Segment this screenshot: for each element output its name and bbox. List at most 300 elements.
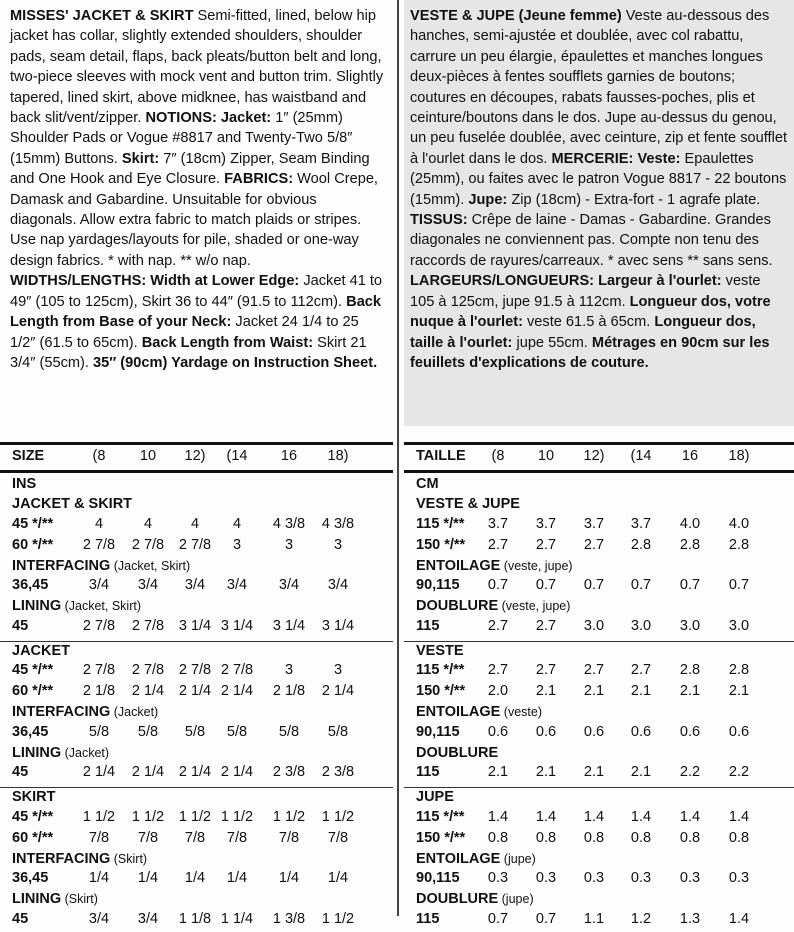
yardage-row (0, 662, 393, 683)
yardage-row (404, 516, 794, 537)
section-label (416, 598, 570, 614)
yardage-cell: 0.8 (535, 829, 557, 846)
label-text: JACKET (12, 642, 71, 659)
yardage-cell: 0.3 (679, 870, 701, 886)
yardage-cell: 2.7 (487, 662, 509, 678)
yardage-cell: 2 1/4 (321, 683, 355, 699)
size-header-cell: (14 (630, 448, 652, 464)
fabric-width-label (416, 724, 460, 740)
yardage-cell: 3/4 (137, 577, 159, 593)
yardage-cell: 7/8 (88, 829, 110, 846)
fabric-width-label (12, 809, 53, 825)
fabric-width-label (416, 870, 460, 886)
yardage-row (404, 618, 794, 639)
label-text: DOUBLURE (416, 598, 499, 614)
description-bold-run: VESTE & JUPE (Jeune femme) (410, 8, 622, 24)
yardage-cell: 2.7 (583, 662, 605, 678)
description-bold-run: MERCERIE: Veste: (551, 150, 681, 167)
label-text: INTERFACING (12, 850, 111, 867)
fabric-width-label (12, 537, 53, 553)
yardage-cell: 3/4 (137, 910, 159, 927)
description-text-run: Jacket 41 to 49″ (105 to 125cm), Skirt 36 to 44″ (91.5 to 112cm). (10, 273, 383, 310)
yardage-cell: 2.7 (487, 536, 509, 553)
label-text: 45 */** (12, 515, 54, 532)
unit-label-row (404, 476, 794, 497)
yardage-row (0, 830, 393, 851)
label-text: JACKET & SKIRT (12, 496, 133, 512)
description-bold-run: 35″ (90cm) Yardage on Instruction Sheet. (93, 354, 378, 371)
yardage-cell: 4 (232, 515, 242, 532)
yardage-cell: 2 1/4 (82, 764, 116, 780)
yardage-row (0, 618, 393, 639)
label-text: 45 */** (12, 808, 54, 825)
yardage-cell: 3 1/4 (272, 617, 306, 634)
yardage-cell: 3.0 (583, 617, 605, 634)
label-text: 45 (12, 617, 29, 634)
yardage-cell: 1 1/2 (321, 910, 355, 927)
fabric-width-label (12, 516, 53, 532)
fabric-section-row (0, 643, 393, 664)
yardage-cell: 2.7 (535, 617, 557, 634)
fabric-width-label (416, 830, 465, 846)
yardage-cell: 3 (284, 662, 294, 678)
fabric-section-row (0, 789, 393, 810)
yardage-cell: 1.4 (487, 808, 509, 825)
yardage-cell: 2.1 (535, 764, 557, 780)
yardage-cell: 0.7 (487, 910, 509, 927)
yardage-cell: 5/8 (88, 723, 110, 740)
yardage-cell: 0.8 (679, 829, 701, 846)
yardage-cell: 1 1/8 (178, 910, 212, 927)
label-note: (Skirt) (61, 892, 98, 906)
yardage-cell: 2.1 (728, 683, 750, 699)
yardage-cell: 2.8 (728, 536, 750, 553)
yardage-cell: 5/8 (278, 723, 300, 740)
description-text-run: Semi-fitted, lined, below hip jacket has collar, slightly extended shoulders, shoulder pads, seam detail, flaps, back pleats/button belt and long, two-piece sleeves with mock vent and button trim. Slightly tapered, lined skirt, above midknee, has waistband and back slit/vent/zipper. (10, 8, 384, 127)
yardage-row (0, 683, 393, 704)
yardage-cell: 2.1 (583, 683, 605, 699)
yardage-cell: 2.2 (679, 764, 701, 780)
fabric-section-row (404, 851, 794, 872)
fabric-section-row (0, 891, 393, 912)
fabric-section-row (0, 496, 393, 517)
section-label (12, 598, 141, 614)
label-note: (Skirt) (110, 851, 148, 866)
label-note: (Jacket, Skirt) (110, 558, 191, 573)
label-note: (jupe) (500, 851, 536, 866)
yardage-cell: 4 (190, 515, 200, 532)
yardage-cell: 3/4 (184, 577, 206, 593)
fabric-section-row (404, 891, 794, 912)
yardage-cell: 0.3 (728, 870, 750, 886)
label-text: 115 */** (416, 515, 465, 532)
yardage-cell: 2 1/4 (220, 764, 254, 780)
description-text-run: Zip (18cm) - Extra-fort - 1 agrafe plate. (507, 191, 761, 208)
yardage-cell: 0.3 (535, 870, 557, 886)
description-text-run: jupe 55cm. (512, 334, 592, 351)
yardage-cell: 0.8 (487, 829, 509, 846)
label-note: (Jacket, Skirt) (61, 599, 142, 613)
yardage-cell: 2.7 (535, 536, 557, 553)
unit-label: INS (12, 476, 37, 492)
yardage-cell: 1/4 (327, 870, 349, 886)
yardage-cell: 0.6 (583, 723, 605, 740)
fabric-section-row (0, 704, 393, 725)
description-bold-run: LARGEURS/LONGUEURS: Largeur à l'ourlet: (410, 273, 722, 290)
yardage-cell: 5/8 (226, 723, 248, 740)
yardage-cell: 0.3 (487, 870, 509, 886)
yardage-cell: 2.1 (583, 764, 605, 780)
label-text: 150 */** (416, 536, 466, 553)
table-header-row (404, 448, 794, 468)
label-text: 45 */** (12, 662, 54, 678)
yardage-cell: 0.7 (487, 577, 509, 593)
yardage-cell: 7/8 (327, 829, 349, 846)
fabric-section-row (404, 745, 794, 766)
yardage-cell: 0.8 (583, 829, 605, 846)
unit-label: CM (416, 476, 439, 492)
table-header-label: TAILLE (416, 448, 466, 464)
yardage-row (0, 516, 393, 537)
yardage-cell: 3 1/4 (220, 617, 254, 634)
section-label (416, 496, 520, 512)
yardage-cell: 0.6 (487, 723, 509, 740)
section-label (12, 891, 98, 907)
section-label (416, 851, 536, 867)
yardage-cell: 3 1/4 (178, 617, 212, 634)
fabric-width-label (416, 809, 464, 825)
yardage-cell: 4.0 (679, 515, 701, 532)
yardage-row (0, 870, 393, 891)
fabric-width-label (12, 683, 53, 699)
description-text-run: Wool Crepe, Damask and Gabardine. Unsuitable for obvious diagonals. Allow extra fabric to match plaids or stripes. Use nap yardages/layouts for pile, shaded or one-way design fabrics. * with nap. ** w/o nap. (10, 171, 378, 269)
yardage-cell: 2.7 (487, 617, 509, 634)
section-label (12, 643, 70, 659)
description-bold-run: TISSUS: (410, 212, 468, 229)
yardage-cell: 1/4 (226, 870, 248, 886)
yardage-row (0, 809, 393, 830)
label-text: DOUBLURE (416, 891, 499, 907)
yardage-cell: 1 1/2 (272, 808, 306, 825)
yardage-cell: 1.4 (728, 808, 750, 825)
yardage-cell: 2 7/8 (82, 617, 116, 634)
fabric-section-row (0, 558, 393, 579)
yardage-cell: 2.8 (728, 662, 750, 678)
yardage-cell: 2 1/4 (178, 683, 212, 699)
size-header-cell: 12) (184, 448, 206, 464)
yardage-cell: 2 1/8 (82, 683, 116, 699)
fabric-width-label (12, 870, 48, 886)
section-separator (0, 641, 393, 642)
yardage-cell: 1.4 (535, 808, 557, 825)
description-bold-run: Skirt: (121, 150, 160, 167)
yardage-cell: 3.7 (487, 515, 509, 532)
label-text: LINING (12, 598, 62, 614)
yardage-row (404, 537, 794, 558)
fabric-section-row (404, 558, 794, 579)
yardage-cell: 2.1 (630, 764, 652, 780)
description-text-run: 1″ (25mm) Shoulder Pads or Vogue #8817 and Twenty-Two 5/8″ (15mm) Buttons. (10, 110, 353, 167)
yardage-cell: 0.6 (679, 723, 701, 740)
label-text: INTERFACING (12, 704, 111, 720)
yardage-cell: 0.7 (728, 577, 750, 593)
french-description (404, 0, 794, 426)
label-note: (Jacket) (110, 705, 159, 719)
label-text: 36,45 (12, 577, 49, 593)
section-label (416, 891, 534, 907)
yardage-row (404, 809, 794, 830)
label-text: 36,45 (12, 870, 49, 886)
description-text-run: 7″ (18cm) Zipper, Seam Binding and One Hook and Eye Closure. (10, 150, 370, 188)
label-text: ENTOILAGE (416, 704, 501, 720)
yardage-cell: 2.1 (487, 764, 509, 780)
fabric-section-row (404, 704, 794, 725)
section-label (12, 851, 147, 867)
yardage-cell: 2 7/8 (82, 662, 116, 678)
description-bold-run: MISSES' JACKET & SKIRT (10, 8, 194, 24)
description-text-run: Veste au-dessous des hanches, semi-ajustée et doublée, avec col rabattu, carrure un peu élargie, épaulettes et manches longues deux-pièces à fentes soufflets garnies de boutons; coutures en découpes, rabats fausses-poches, plis et ceinture/boutons dans le dos. Jupe au-dessus du genou, un peu fuselée doublée, avec ceinture, zip et fente soufflet à l'ourlet dans le dos. (410, 8, 788, 167)
label-text: 90,115 (416, 723, 460, 740)
yardage-cell: 1.4 (728, 910, 750, 927)
fabric-width-label (12, 618, 28, 634)
yardage-cell: 4.0 (728, 515, 750, 532)
yardage-cell: 1.1 (583, 910, 605, 927)
yardage-cell: 2.1 (679, 683, 701, 699)
label-text: 90,115 (416, 870, 460, 886)
table-header-row (0, 448, 393, 468)
yardage-cell: 4 (94, 515, 104, 532)
yardage-cell: 1 1/2 (178, 808, 212, 825)
fabric-width-label (12, 662, 53, 678)
yardage-cell: 3.7 (583, 515, 605, 532)
fabric-section-row (0, 598, 393, 619)
label-text: VESTE (416, 642, 464, 659)
label-text: VESTE & JUPE (416, 496, 520, 512)
size-header-cell: 10 (537, 448, 555, 464)
size-header-cell: 16 (280, 448, 298, 464)
label-text: 150 */** (416, 683, 466, 699)
yardage-row (404, 764, 794, 785)
yardage-cell: 1/4 (184, 870, 206, 886)
description-bold-run: Longueur dos, votre nuque à l'ourlet: (410, 293, 771, 331)
fabric-section-row (404, 496, 794, 517)
yardage-cell: 1.3 (679, 910, 701, 927)
table-header-label: SIZE (12, 448, 45, 464)
yardage-cell: 7/8 (278, 829, 300, 846)
yardage-cell: 0.7 (535, 577, 557, 593)
yardage-row (404, 830, 794, 851)
yardage-cell: 3 (232, 536, 242, 553)
yardage-cell: 2 3/8 (321, 764, 355, 780)
yardage-cell: 2 1/8 (272, 683, 306, 699)
yardage-cell: 1 3/8 (272, 910, 306, 927)
description-text-run: Jacket 24 1/4 to 25 1/2″ (61.5 to 65cm). (10, 314, 359, 351)
section-label (12, 789, 56, 805)
label-text: INTERFACING (12, 557, 111, 574)
yardage-row (0, 764, 393, 785)
size-header-cell: 18) (327, 448, 349, 464)
label-text: 45 (12, 764, 29, 780)
yardage-cell: 3/4 (327, 577, 349, 593)
fabric-section-row (404, 643, 794, 664)
table-header-rule (404, 470, 794, 473)
label-text: 45 (12, 910, 29, 927)
description-bold-run: Back Length from Base of your Neck: (10, 293, 382, 331)
yardage-cell: 2.1 (535, 683, 557, 699)
yardage-cell: 1/4 (278, 870, 300, 886)
description-text-run: veste 61.5 à 65cm. (522, 314, 655, 331)
size-header-cell: (8 (491, 448, 505, 464)
label-note: (Jacket) (61, 745, 110, 760)
yardage-cell: 1 1/2 (321, 808, 355, 825)
yardage-cell: 5/8 (327, 723, 349, 740)
label-text: 60 */** (12, 536, 54, 553)
yardage-cell: 0.3 (583, 870, 605, 886)
fabric-width-label (12, 724, 48, 740)
description-bold-run: FABRICS: (224, 171, 294, 188)
label-text: 150 */** (416, 829, 466, 846)
fabric-width-label (12, 911, 28, 927)
yardage-cell: 2 1/4 (178, 764, 212, 780)
yardage-cell: 1.4 (630, 808, 652, 825)
english-column (0, 0, 393, 927)
yardage-cell: 2.1 (630, 683, 652, 699)
fabric-section-row (0, 745, 393, 766)
yardage-cell: 2 7/8 (178, 662, 212, 678)
label-text: DOUBLURE (416, 744, 499, 761)
yardage-cell: 3.0 (728, 617, 750, 634)
yardage-cell: 3/4 (278, 577, 300, 593)
yardage-cell: 1/4 (137, 870, 159, 886)
label-text: SKIRT (12, 789, 56, 805)
yardage-cell: 2 7/8 (178, 536, 212, 553)
yardage-row (404, 724, 794, 745)
yardage-cell: 1 1/2 (82, 808, 116, 825)
description-bold-run: WIDTHS/LENGTHS: Width at Lower Edge: (10, 273, 300, 290)
yardage-cell: 2 7/8 (220, 662, 254, 678)
table-top-rule (404, 442, 794, 445)
french-column (404, 0, 794, 927)
yardage-cell: 1 1/4 (220, 910, 254, 927)
section-label (416, 745, 498, 761)
fabric-width-label (416, 516, 464, 532)
yardage-cell: 0.7 (535, 910, 557, 927)
yardage-cell: 3 (333, 662, 343, 678)
fabric-width-label (416, 662, 464, 678)
yardage-cell: 7/8 (184, 829, 206, 846)
size-header-cell: (8 (92, 448, 106, 464)
description-bold-run: Jupe: (468, 191, 508, 208)
yardage-cell: 2.7 (630, 662, 652, 678)
yardage-row (404, 870, 794, 891)
fabric-width-label (12, 577, 48, 593)
label-text: 115 */** (416, 662, 465, 678)
yardage-cell: 0.8 (630, 829, 652, 846)
yardage-cell: 2 7/8 (131, 536, 165, 553)
yardage-cell: 2 1/4 (131, 764, 165, 780)
yardage-cell: 0.3 (630, 870, 652, 886)
section-label (12, 496, 132, 512)
section-label (12, 558, 190, 574)
yardage-cell: 2 1/4 (131, 683, 165, 699)
english-description (0, 0, 393, 422)
description-bold-run: Back Length from Waist: (141, 334, 314, 351)
table-header-rule (0, 470, 393, 473)
label-text: 36,45 (12, 723, 49, 740)
yardage-row (404, 683, 794, 704)
label-note: (veste, jupe) (498, 599, 571, 613)
yardage-cell: 2.8 (679, 662, 701, 678)
yardage-cell: 2.0 (487, 683, 509, 699)
size-header-cell: 12) (583, 448, 605, 464)
yardage-cell: 0.6 (535, 723, 557, 740)
yardage-cell: 7/8 (226, 829, 248, 846)
yardage-cell: 3 (284, 536, 294, 553)
yardage-cell: 3 1/4 (321, 617, 355, 634)
yardage-cell: 2 7/8 (131, 662, 165, 678)
yardage-row (0, 911, 393, 932)
yardage-cell: 1.4 (679, 808, 701, 825)
section-label (12, 745, 109, 761)
section-label (416, 704, 542, 720)
yardage-cell: 2.2 (728, 764, 750, 780)
yardage-row (0, 724, 393, 745)
section-separator (0, 787, 393, 788)
section-label (416, 643, 464, 659)
yardage-cell: 2 3/8 (272, 764, 306, 780)
yardage-cell: 2 7/8 (131, 617, 165, 634)
yardage-cell: 0.7 (583, 577, 605, 593)
yardage-cell: 1.2 (630, 910, 652, 927)
size-header-cell: 18) (728, 448, 750, 464)
yardage-row (0, 577, 393, 598)
label-text: 90,115 (416, 577, 460, 593)
label-text: 60 */** (12, 829, 54, 846)
size-header-cell: 10 (139, 448, 157, 464)
size-header-cell: (14 (226, 448, 248, 464)
description-text-run: Crêpe de laine - Damas - Gabardine. Grandes diagonales ne conviennent pas. Compte non tenu des raccords de rayures/carreaux. * avec sens ** sans sens. (410, 212, 773, 269)
yardage-row (404, 577, 794, 598)
fabric-width-label (416, 537, 465, 553)
yardage-cell: 0.7 (679, 577, 701, 593)
yardage-cell: 2.7 (535, 662, 557, 678)
description-text-run: veste 105 à 125cm, jupe 91.5 à 112cm. (410, 273, 761, 310)
yardage-cell: 1 1/2 (220, 808, 254, 825)
section-label (416, 558, 573, 574)
yardage-cell: 3.7 (535, 515, 557, 532)
label-text: LINING (12, 744, 62, 761)
yardage-row (404, 662, 794, 683)
label-note: (veste, jupe) (500, 558, 573, 573)
fabric-width-label (416, 683, 465, 699)
yardage-cell: 3.7 (630, 515, 652, 532)
description-bold-run: Longueur dos, taille à l'ourlet: (410, 314, 756, 351)
yardage-cell: 3.0 (630, 617, 652, 634)
section-separator (404, 787, 794, 788)
yardage-cell: 2 7/8 (82, 536, 116, 553)
yardage-row (0, 537, 393, 558)
yardage-cell: 2.7 (583, 536, 605, 553)
label-text: 115 */** (416, 808, 465, 825)
yardage-cell: 1 1/2 (131, 808, 165, 825)
yardage-cell: 0.6 (630, 723, 652, 740)
description-bold-run: NOTIONS: Jacket: (145, 110, 272, 127)
fabric-width-label (416, 577, 460, 593)
section-separator (404, 641, 794, 642)
yardage-cell: 0.7 (630, 577, 652, 593)
column-divider (397, 0, 399, 916)
yardage-cell: 1.4 (583, 808, 605, 825)
